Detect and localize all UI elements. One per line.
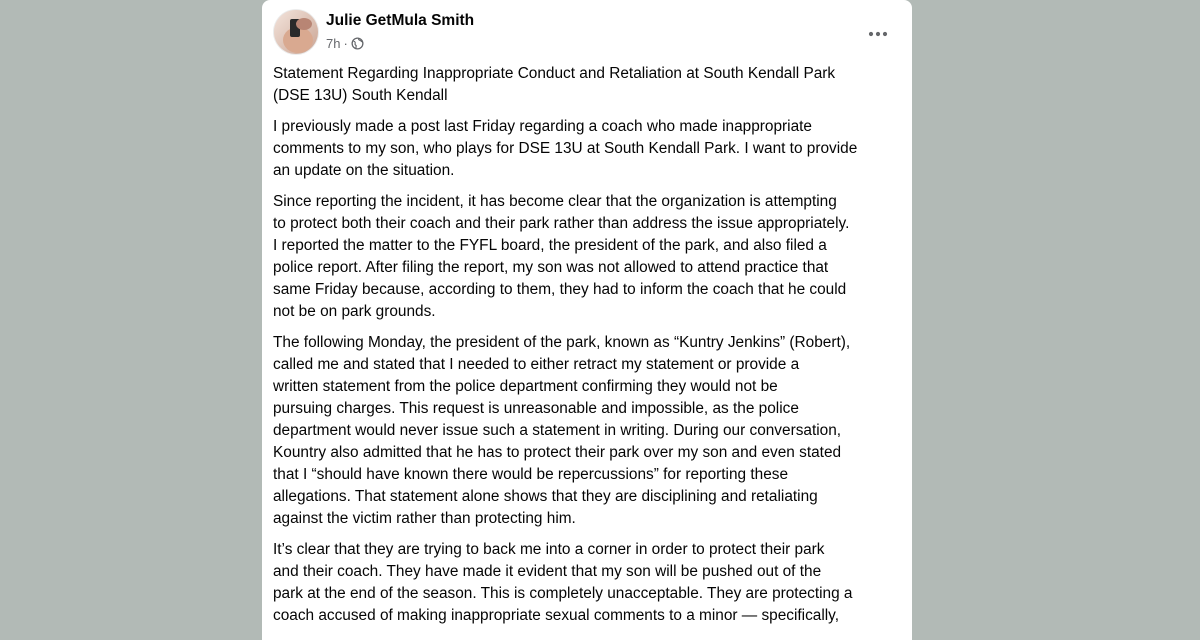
- line: I previously made a post last Friday regarding a coach who made inappropriate: [273, 118, 812, 135]
- line: The following Monday, the president of the park, known as “Kuntry Jenkins” (Robert),: [273, 334, 851, 351]
- line: coach accused of making inappropriate sexual comments to a minor — specifically,: [273, 607, 840, 624]
- post-meta: [326, 35, 364, 51]
- meta-separator: ·: [343, 35, 348, 51]
- line: department would never issue such a statement in writing. During our conversation,: [273, 422, 842, 439]
- line: same Friday because, according to them, they had to inform the coach that he could: [273, 281, 847, 298]
- post-header: [274, 10, 900, 56]
- line: Statement Regarding Inappropriate Conduct and Retaliation at South Kendall Park: [273, 65, 836, 82]
- line: written statement from the police department confirming they would not be: [273, 378, 778, 395]
- line: not be on park grounds.: [273, 303, 436, 320]
- author-name[interactable]: Julie GetMula Smith: [326, 12, 475, 29]
- post-card: [262, 0, 912, 640]
- line: I reported the matter to the FYFL board, the president of the park, and also filed a: [273, 237, 827, 254]
- line: to protect both their coach and their park rather than address the issue appropriately.: [273, 215, 850, 232]
- line: and their coach. They have made it evident that my son will be pushed out of the: [273, 563, 822, 580]
- line: allegations. That statement alone shows that they are disciplining and retaliating: [273, 488, 818, 505]
- globe-icon: [351, 37, 364, 50]
- line: police report. After filing the report, my son was not allowed to attend practice that: [273, 259, 829, 276]
- line: against the victim rather than protecting him.: [273, 510, 576, 527]
- line: that I “should have known there would be repercussions” for reporting these: [273, 466, 789, 483]
- more-options-button[interactable]: [860, 16, 896, 52]
- post-paragraph: [273, 539, 903, 627]
- line: comments to my son, who plays for DSE 13U at South Kendall Park. I want to provide: [273, 140, 858, 157]
- line: It’s clear that they are trying to back me into a corner in order to protect their park: [273, 541, 825, 558]
- line: Since reporting the incident, it has become clear that the organization is attempting: [273, 193, 837, 210]
- line: Kountry also admitted that he has to protect their park over my son and even stated: [273, 444, 842, 461]
- more-options-icon: [868, 31, 888, 37]
- line: (DSE 13U) South Kendall: [273, 87, 448, 104]
- line: called me and stated that I needed to either retract my statement or provide a: [273, 356, 800, 373]
- post-paragraph: [273, 116, 903, 182]
- post-paragraph: [273, 332, 903, 530]
- post-timestamp[interactable]: 7h: [326, 35, 341, 51]
- author-avatar[interactable]: [274, 10, 318, 54]
- post-title-paragraph: [273, 63, 903, 107]
- line: park at the end of the season. This is completely unacceptable. They are protecting a: [273, 585, 853, 602]
- post-paragraph: [273, 191, 903, 323]
- line: an update on the situation.: [273, 162, 455, 179]
- post-body: [273, 63, 903, 636]
- line: pursuing charges. This request is unreasonable and impossible, as the police: [273, 400, 799, 417]
